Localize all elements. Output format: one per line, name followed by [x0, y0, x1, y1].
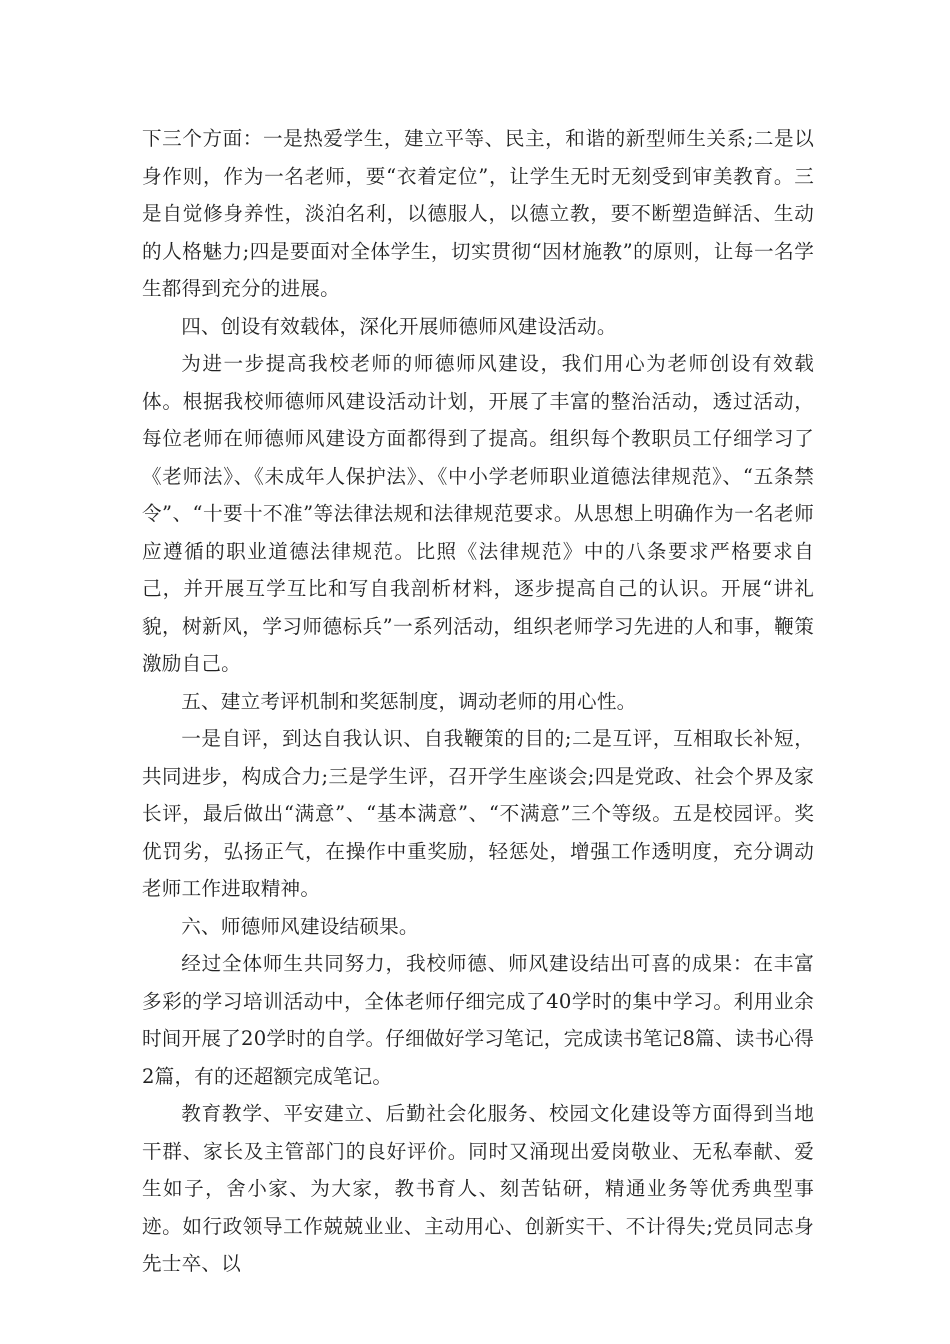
paragraph-section-4: 为进一步提高我校老师的师德师风建设，我们用心为老师创设有效载体。根据我校师德师风建设活动计划，开展了丰富的整治活动，透过活动，每位老师在师德师风建设方面都得到了提高。组织每个教职员工仔细学习了《老师法》、《未成年人保护法》、《中小学老师职业道德法律规范》、“五条禁令”、“十要十不准”等法律法规和法律规范要求。从思想上明确作为一名老师应遵循的职业道德法律规范。比照《法律规范》中的八条要求严格要求自己，并开展互学互比和写自我剖析材料，逐步提高自己的认识。开展“讲礼貌，树新风，学习师德标兵”一系列活动，组织老师学习先进的人和事，鞭策激励自己。 [142, 352, 814, 675]
document-body [142, 120, 814, 1283]
section-heading-5: 五、建立考评机制和奖惩制度，调动老师的用心性。 [181, 689, 637, 713]
section-heading-6: 六、师德师风建设结硕果。 [181, 914, 419, 938]
section-heading-4: 四、创设有效载体，深化开展师德师风建设活动。 [181, 314, 617, 338]
paragraph-evaluation: 教育教学、平安建立、后勤社会化服务、校园文化建设等方面得到当地干群、家长及主管部门的良好评价。同时又涌现出爱岗敬业、无私奉献、爱生如子，舍小家、为大家，教书育人、刻苦钻研，精通业务等优秀典型事迹。如行政领导工作兢兢业业、主动用心、创新实干、不计得失;党员同志身先士卒、以 [142, 1102, 814, 1275]
paragraph-continuation: 下三个方面：一是热爱学生，建立平等、民主，和谐的新型师生关系;二是以身作则，作为一名老师，要“衣着定位”，让学生无时无刻受到审美教育。三是自觉修身养性，淡泊名利，以德服人，以德立教，要不断塑造鲜活、生动的人格魅力;四是要面对全体学生，切实贯彻“因材施教”的原则，让每一名学生都得到充分的进展。 [142, 127, 814, 300]
paragraph-section-5: 一是自评，到达自我认识、自我鞭策的目的;二是互评，互相取长补短，共同进步，构成合力;三是学生评，召开学生座谈会;四是党政、社会个界及家长评，最后做出“满意”、“基本满意”、“不满意”三个等级。五是校园评。奖优罚劣，弘扬正气，在操作中重奖励，轻惩处，增强工作透明度，充分调动老师工作进取精神。 [142, 727, 814, 900]
paragraph-section-6: 经过全体师生共同努力，我校师德、师风建设结出可喜的成果：在丰富多彩的学习培训活动中，全体老师仔细完成了40学时的集中学习。利用业余时间开展了20学时的自学。仔细做好学习笔记，完成读书笔记8篇、读书心得2篇，有的还超额完成笔记。 [142, 952, 814, 1088]
